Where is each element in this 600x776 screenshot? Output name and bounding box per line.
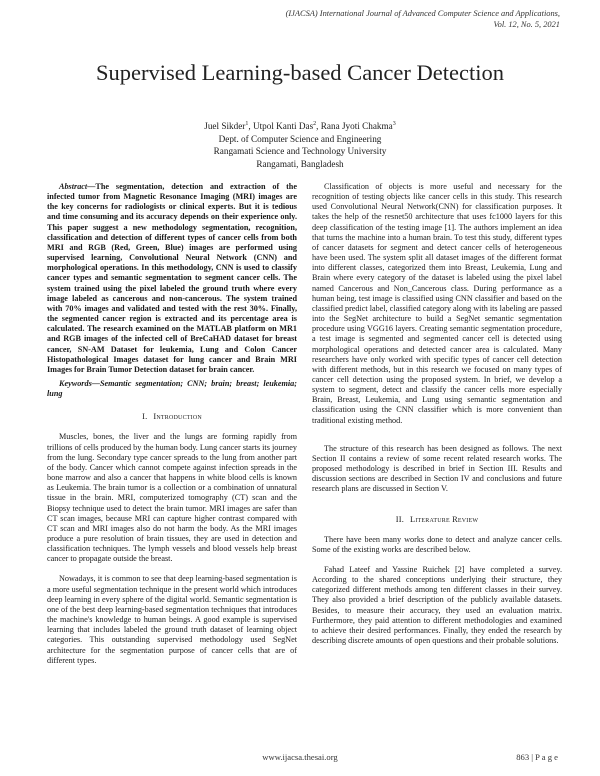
paper-title: Supervised Learning-based Cancer Detection (96, 60, 504, 85)
section-number: I. (142, 412, 148, 422)
author-name: Juel Sikder (204, 121, 246, 131)
intro-paragraph-4: The structure of this research has been designed as follows. The next Section II contains a review of some recent related research works. The proposed methodology is described in brief in Section III. Results and discussion sections are described in Section IV and conclusions and future research plans are discussed in Section V. (312, 443, 562, 494)
journal-volume: Vol. 12, No. 5, 2021 (493, 20, 560, 29)
section-number: II. (395, 514, 405, 524)
intro-paragraph-1: Muscles, bones, the liver and the lungs are forming rapidly from trillions of cells produced by the human body. Lung cancer starts its journey from the lung. Secondary type cancer spreads to the lung from another part of the body. Cancer which cannot compete against infection spreads in the bone marrow and also a cancer that happens in white blood cells is known as Leukemia. The brain tumor is a collection or a combination of unnatural tissue in the brain. MRI, computerized tomography (CT) scan and the Biopsy technique used to detect the brain tumor. MRI images are safer than CT scan images, because MRI can capture higher contrast compared with CT scan and MRI images also do not harm the body. As the MRI images produce a pure resolution of brain tissues, they are used in detection and classification techniques. The lymph vessels and blood vessels help breast cancer to propagate outside the breast. (47, 432, 297, 564)
running-head (160, 8, 560, 30)
section-heading-introduction (47, 412, 297, 422)
footer-url: www.ijacsa.thesai.org (262, 752, 338, 762)
abstract-text: The segmentation, detection and extraction of the infected tumor from Magnetic Resonance Imaging (MRI) images are the key concerns for radiologists or clinical experts. But it is tedious and time consuming and its accuracy depends on their experience only. This paper suggest a new methodology segmentation, recognition, classification and detection of different types of cancer cells from both MRI and RGB (Red, Green, Blue) images are performed using supervised learning, Convolutional Neural Network (CNN) and morphological operations. In this methodology, CNN is used to classify cancer types and semantic segmentation to segment cancer cells. The system trained using the pixel labeled the ground truth where every image labeled as cancerous and non-cancerous. The system trained with 70% images and validated and tested with the rest 30%. Finally, the segmented cancer region is extracted and its percentage area is calculated. The research examined on the MATLAB platform on MR1 and RGB images of the infected cell of BreCaHAD dataset for breast cancer, SN-AM Dataset for leukemia, Lung and Colon Cancer Histopathological Images dataset for lung cancer and Brain MRI Images for Brain Tumor Detection dataset for brain cancer. (47, 182, 297, 374)
intro-paragraph-2: Nowadays, it is common to see that deep learning-based segmentation is a more useful segmentation technique in the present world which introduces deep learning in every sphere of the digital world. Semantic segmentation is one of the best deep learning-based segmentation techniques that introduces the machine's knowledge to human beings. A good example is supervised learning that includes labeled the ground truth dataset of learning object categories. This outstanding supervised methodology used SegNet architecture for the segmentation purpose of cancer cells that are of different types. (47, 574, 297, 665)
author-affil-mark: 3 (392, 120, 396, 127)
footer-page-number: 863 | P a g e (516, 752, 558, 762)
keywords (47, 379, 297, 399)
section-title: Introduction (153, 412, 202, 422)
affiliation-location: Rangamati, Bangladesh (256, 158, 344, 169)
keywords-text: Semantic segmentation; CNN; brain; breast; leukemia; lung (47, 378, 297, 399)
author-block (0, 120, 600, 170)
abstract-label: Abstract— (59, 182, 96, 191)
keywords-label: Keywords— (59, 378, 100, 388)
author-name: Utpol Kanti Das (252, 121, 314, 131)
author-names: Juel Sikder$^1$, Utpol Kanti Das$^2$, Rana Jyoti Chakma$^3$ (204, 120, 396, 131)
right-column (312, 182, 562, 646)
affiliation-university: Rangamati Science and Technology University (213, 146, 387, 156)
affiliation-dept: Dept. of Computer Science and Engineering (218, 133, 382, 144)
abstract (47, 182, 297, 375)
author-name: Rana Jyoti Chakma (320, 121, 393, 131)
left-column (47, 182, 297, 666)
section-title: Literature Review (410, 514, 479, 524)
lit-paragraph-2: Fahad Lateef and Yassine Ruichek [2] have completed a survey. According to the shared conceptions underlying their structure, they categorized different methods among ten different classes in their survey. They also provided a brief description of the publicly available datasets. Besides, to measure their accuracy, they used an evaluation matrix. Furthermore, they paid attention to different methodologies and examined to achieve their desired performances. Finally, they ended the research by describing discrete amounts of open questions and their probable solutions. (312, 565, 562, 646)
author-affil-mark: 1 (245, 120, 249, 127)
journal-name: (IJACSA) International Journal of Advanced Computer Science and Applications, (285, 9, 560, 18)
lit-paragraph-1: There have been many works done to detect and analyze cancer cells. Some of the existing works are described below. (312, 534, 562, 554)
author-affil-mark: 2 (313, 120, 317, 127)
section-heading-literature-review (312, 515, 562, 525)
intro-paragraph-3: Classification of objects is more useful and necessary for the recognition of testing objects like cancer cells in this study. This research used Convolutional Neural Network(CNN) for classification purposes. It takes the help of the resnet50 architecture that uses fc1000 layers for this deep classification of the testing image [1]. The authors implement an idea that turns the machine into a human brain. To test this study, different types of cancer datasets for segment and detect cancer cells of heterogeneous have been used. The system split all dataset images of the different format into different classes, categorized them into Breast, Leukemia, Lung and Brain where every category of the dataset is labeled using the pixel label named Cancerous and Non_Cancerous class. During performance as a human being, test image is classified using CNN classifier and based on the classified predict label, classified category along with its labeling are passed into the SegNet architecture to build a SegNet semantic segmentation procedure using VGG16 layers. Creating semantic segmentation procedure, a test image is segmented and segmented cancer cell is detected using morphological operations and detected cancer area is calculated. Many researchers have only worked with specific types of cancer cell detection with different methods, but in this research we focused on many types of cancer cell detection using the proposed system. In brief, we develop a system to segment, detect and classify the cancer cells more especially Brain, Breast, Leukemia, and Lung using semantic segmentation and classification using the CNN classifier which is more convenient than traditional existing method. (312, 182, 562, 425)
